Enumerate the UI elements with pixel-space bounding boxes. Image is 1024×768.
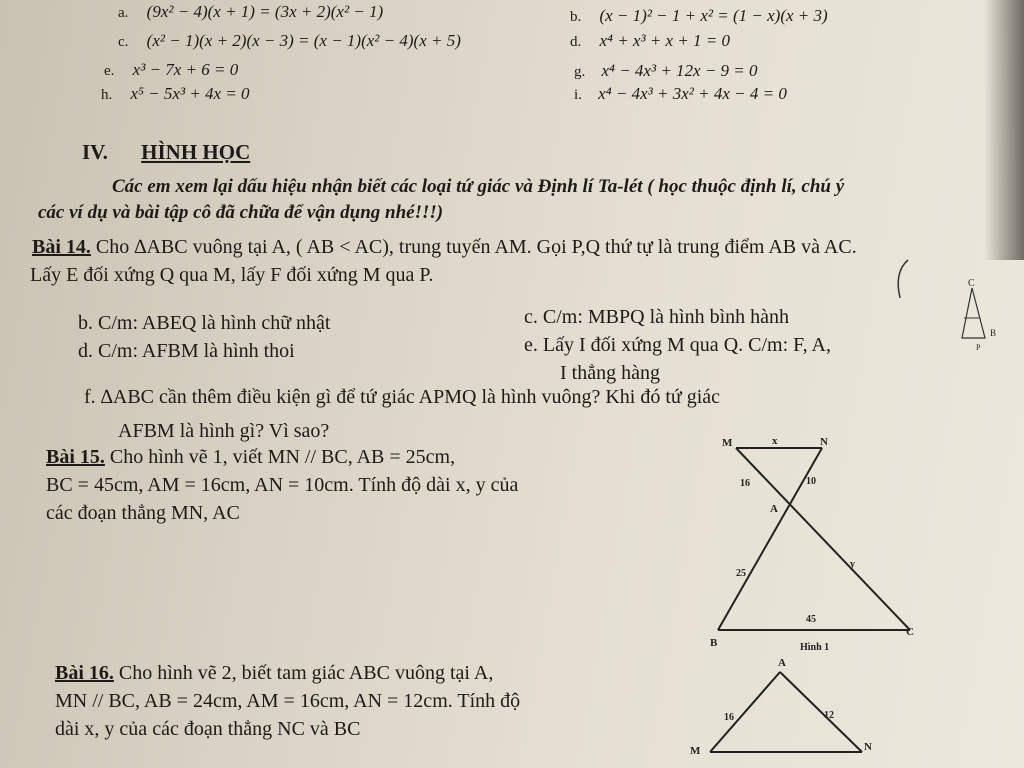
intro-line-1: Các em xem lại dấu hiệu nhận biết các loại tứ giác và Định lí Ta-lét ( học thuộc định lí, chú ý — [112, 176, 845, 197]
sketch-label-c: C — [968, 278, 975, 289]
label-n-2: N — [864, 741, 872, 753]
label-16: 16 — [740, 478, 750, 489]
exercise-d: d. x⁴ + x³ + x + 1 = 0 — [570, 31, 731, 50]
figure-caption: Hình 1 — [800, 642, 830, 653]
label-16-2: 16 — [724, 712, 734, 723]
bai16-line-2: MN // BC, AB = 24cm, AM = 16cm, AN = 12cm. Tính độ — [55, 690, 521, 712]
label-n: N — [820, 436, 828, 448]
exercise-b: b. (x − 1)² − 1 + x² = (1 − x)(x + 3) — [570, 6, 828, 25]
bai14-item-b: b. C/m: ABEQ là hình chữ nhật — [78, 312, 331, 334]
bai15-line-1: Bài 15. Cho hình vẽ 1, viết MN // BC, AB = 25cm, — [46, 446, 456, 468]
handwritten-bracket — [898, 260, 908, 298]
bai15-line-3: các đoạn thẳng MN, AC — [46, 502, 240, 524]
bai14-line-1: Bài 14. Cho ∆ABC vuông tại A, ( AB < AC), trung tuyến AM. Gọi P,Q thứ tự là trung điểm AB và AC. — [32, 236, 857, 258]
label-12: 12 — [824, 710, 834, 721]
label-a: A — [770, 503, 778, 515]
bai14-item-f-cont: AFBM là hình gì? Vì sao? — [118, 420, 330, 442]
sketch-label-p: P — [976, 343, 981, 352]
section-heading: IV. HÌNH HỌC — [82, 140, 251, 164]
exercise-c: c. (x² − 1)(x + 2)(x − 3) = (x − 1)(x² − 4)(x + 5) — [118, 31, 461, 50]
exercise-g: g. x⁴ − 4x³ + 12x − 9 = 0 — [574, 61, 758, 80]
label-m-2: M — [690, 745, 701, 757]
label-m: M — [722, 437, 733, 449]
exercise-e: e. x³ − 7x + 6 = 0 — [104, 60, 239, 79]
bai14-item-e-cont: I thẳng hàng — [560, 362, 660, 384]
handwritten-sketch — [880, 250, 1000, 360]
bai14-item-f: f. ∆ABC cần thêm điều kiện gì để tứ giác APMQ là hình vuông? Khi đó tứ giác — [84, 386, 721, 408]
label-10: 10 — [806, 476, 816, 487]
segment-mc — [736, 448, 910, 630]
exercise-h: h. x⁵ − 5x³ + 4x = 0 — [101, 84, 250, 103]
sketch-triangle — [962, 288, 985, 338]
figure-2 — [680, 654, 910, 768]
label-y: y — [850, 559, 855, 570]
label-25: 25 — [736, 568, 746, 579]
label-c: C — [906, 626, 914, 638]
label-45: 45 — [806, 614, 816, 625]
label-x: x — [772, 435, 778, 447]
segment-an — [780, 672, 862, 752]
figure-1 — [700, 430, 940, 660]
bai14-item-c: c. C/m: MBPQ là hình bình hành — [524, 306, 789, 328]
label-b: B — [710, 637, 718, 649]
exercise-i: i. x⁴ − 4x³ + 3x² + 4x − 4 = 0 — [574, 84, 787, 103]
label-a-2: A — [778, 657, 786, 669]
bai15-line-2: BC = 45cm, AM = 16cm, AN = 10cm. Tính độ dài x, y của — [46, 474, 519, 496]
bai14-line-2: Lấy E đối xứng Q qua M, lấy F đối xứng M qua P. — [30, 264, 434, 286]
bai14-item-d: d. C/m: AFBM là hình thoi — [78, 340, 295, 362]
sketch-label-b: B — [990, 328, 997, 338]
page-edge-shadow — [984, 0, 1024, 260]
bai16-line-1: Bài 16. Cho hình vẽ 2, biết tam giác ABC vuông tại A, — [55, 662, 494, 684]
exercise-a: a. (9x² − 4)(x + 1) = (3x + 2)(x² − 1) — [118, 2, 384, 21]
bai16-line-3: dài x, y của các đoạn thẳng NC và BC — [55, 718, 361, 740]
intro-line-2: các ví dụ và bài tập cô đã chữa để vận dụng nhé!!!) — [38, 202, 444, 223]
bai14-item-e: e. Lấy I đối xứng M qua Q. C/m: F, A, — [524, 334, 832, 356]
segment-am — [710, 672, 780, 752]
